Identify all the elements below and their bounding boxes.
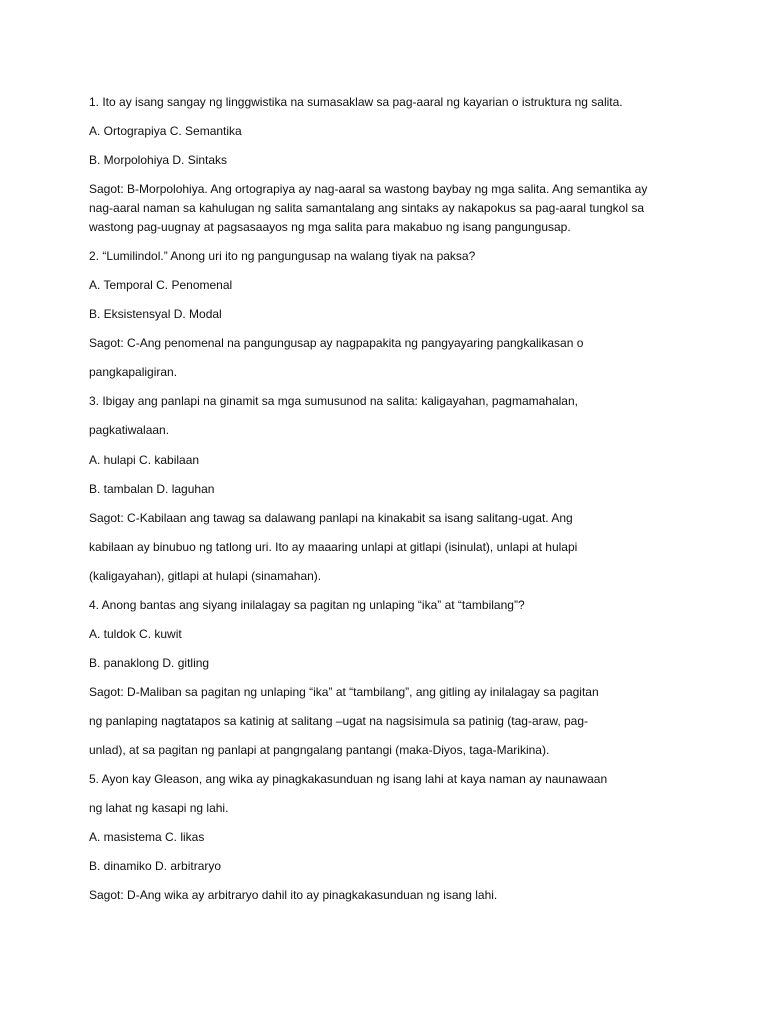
question-3-answer-line-1: Sagot: C-Kabilaan ang tawag sa dalawang panlapi na kinakabit sa isang salitang-ugat. Ang: [89, 511, 573, 525]
question-2-option-a-c: A. Temporal C. Penomenal: [89, 278, 233, 292]
question-1-option-a-c: A. Ortograpiya C. Semantika: [89, 124, 242, 138]
question-1-answer-line-2: nag-aaral naman sa kahulugan ng salita samantalang ang sintaks ay nakapokus sa pag-aaral tungkol sa: [89, 201, 645, 215]
question-3-option-b-d: B. tambalan D. laguhan: [89, 482, 215, 496]
question-2-answer-line-2: pangkapaligiran.: [89, 365, 178, 379]
question-3-option-a-c: A. hulapi C. kabilaan: [89, 453, 200, 467]
question-5-option-a-c: A. masistema C. likas: [89, 830, 205, 844]
question-5-option-b-d: B. dinamiko D. arbitraryo: [89, 859, 222, 873]
question-3-text-line-1: 3. Ibigay ang panlapi na ginamit sa mga sumusunod na salita: kaligayahan, pagmamahalan,: [89, 394, 578, 408]
question-4-answer-line-2: ng panlaping nagtatapos sa katinig at salitang –ugat na nagsisimula sa patinig (tag-araw, pag-: [89, 714, 589, 728]
question-3-answer-line-2: kabilaan ay binubuo ng tatlong uri. Ito ay maaaring unlapi at gitlapi (isinulat), unlapi at hulapi: [89, 540, 578, 554]
question-1-text: 1. Ito ay isang sangay ng linggwistika na sumasaklaw sa pag-aaral ng kayarian o istruktura ng salita.: [89, 95, 623, 109]
question-5-text-line-2: ng lahat ng kasapi ng lahi.: [89, 801, 229, 815]
question-2-option-b-d: B. Eksistensyal D. Modal: [89, 307, 222, 321]
question-5-answer: Sagot: D-Ang wika ay arbitraryo dahil ito ay pinagkakasunduan ng isang lahi.: [89, 888, 498, 902]
question-4-option-b-d: B. panaklong D. gitling: [89, 656, 210, 670]
question-3-answer-line-3: (kaligayahan), gitlapi at hulapi (sinamahan).: [89, 569, 322, 583]
question-2-text: 2. “Lumilindol.” Anong uri ito ng pangungusap na walang tiyak na paksa?: [89, 249, 476, 263]
question-4-text: 4. Anong bantas ang siyang inilalagay sa pagitan ng unlaping “ika” at “tambilang”?: [89, 598, 525, 612]
question-1-option-b-d: B. Morpolohiya D. Sintaks: [89, 153, 228, 167]
question-3-text-line-2: pagkatiwalaan.: [89, 423, 170, 437]
question-4-answer-line-1: Sagot: D-Maliban sa pagitan ng unlaping “ika” at “tambilang”, ang gitling ay inilalagay sa pagitan: [89, 685, 599, 699]
question-4-answer-line-3: unlad), at sa pagitan ng panlapi at pangngalang pantangi (maka-Diyos, taga-Marikina).: [89, 743, 550, 757]
question-1-answer-line-3: wastong pag-uugnay at pagsasaayos ng mga salita para makabuo ng isang pangungusap.: [89, 220, 571, 234]
question-2-answer-line-1: Sagot: C-Ang penomenal na pangungusap ay nagpapakita ng pangyayaring pangkalikasan o: [89, 336, 584, 350]
question-1-answer-line-1: Sagot: B-Morpolohiya. Ang ortograpiya ay nag-aaral sa wastong baybay ng mga salita. Ang semantika ay: [89, 182, 648, 196]
question-5-text-line-1: 5. Ayon kay Gleason, ang wika ay pinagkakasunduan ng isang lahi at kaya naman ay naunawaan: [89, 772, 608, 786]
question-4-option-a-c: A. tuldok C. kuwit: [89, 627, 182, 641]
